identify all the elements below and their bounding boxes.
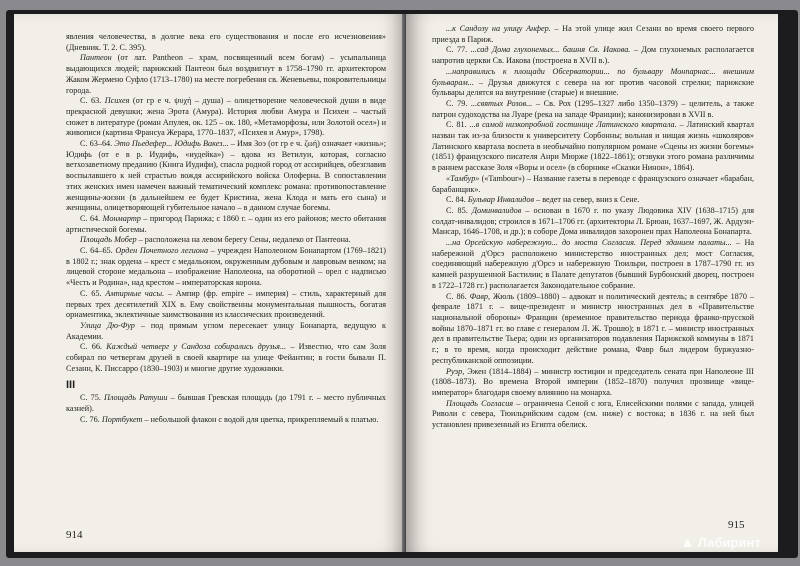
note-text: – под прямым углом пересекает улицу Бонапарта, ведущую к Академии.	[66, 320, 386, 341]
note-term: Орден Почетного легиона	[115, 246, 209, 256]
note-paragraph	[66, 342, 386, 374]
note-term: ...сад Дома глухонемых... башня Св. Иакова.	[470, 45, 631, 55]
note-text: явления человечества, в долгие века его существования и после его исчезновения» (Дневник. Т. 2. С. 395).	[66, 32, 386, 52]
note-text: С. 65.	[80, 288, 106, 298]
note-paragraph	[432, 174, 754, 195]
note-term: Пантеон	[80, 53, 112, 63]
note-text: Эжен (1814–1884) – министр юстиции и председатель сената при Наполеоне III (1808–1873). Во времена Второй империи (1852–1870) получил прозвище «вице-император» благодаря своему влиянию на монарха.	[432, 366, 754, 397]
note-paragraph	[66, 321, 386, 342]
note-term: Монмартр	[102, 213, 141, 223]
right-page-text	[432, 24, 754, 431]
section-heading: III	[66, 378, 76, 391]
note-term: ...в самой низкопробной гостинице Латинского квартала.	[469, 120, 677, 130]
note-term: Доминвалидов	[471, 205, 522, 215]
note-text: – Имя Зоэ (от гр е ч. ζωή) означает «жизнь»; Юдифь (от е в р. Иудифь, «иудейка») – вдова из Ветилуи, которая, согласно ветхозаветному преданию (Книга Иудифи), спасла родной город от ассирийцев, обезглавив воспылавшего к ней страстью вождя ассирийского войска Олоферна. В сопоставлении этих женских имен намечен важный тематический комплекс романа: противопоставление женщины-жизни (в дальнейшем ее будет Кристина, жена Клода и мать его сына) и женщины, олицетворяющей губительное начало – в данном случае богемы.	[66, 139, 387, 213]
note-text: С. 64.	[80, 213, 103, 223]
note-term: Это Пьедефер... Юдифь Вакез...	[114, 139, 229, 149]
left-page-number: 914	[66, 529, 83, 541]
note-paragraph	[66, 139, 386, 214]
note-text: – На набережной д'Орсэ расположено министерство иностранных дел; мост Согласия, соединяющий набережную д'Орсэ и набережную Тюильри, построен в 1787–1790 гг. из камней разрушенной Бастилии; в Палате депутатов (бывший Бурбонский дворец, построен в 1722–1728 гг.) располагается Законодательное собрание.	[432, 238, 754, 290]
note-text: – Латинский квартал назван так из-за близости к университету Сорбонны; вольная и нищая жизнь «школяров» Латинского квартала воспета в необычайно популярном романе «Сцены из жизни богемы» (1851) французского писателя Анри Мюрже (1822–1861); отзвуки этого романа различимы в раннем рассказе Золя «Воры и осел» (в сборнике «Сказки Нинон», 1864).	[432, 120, 754, 173]
note-paragraph	[432, 367, 754, 399]
right-page-number: 915	[728, 519, 745, 531]
note-text: – Дом глухонемых располагается напротив церкви Св. Иакова (построена в XVII в.).	[432, 45, 754, 66]
note-paragraph	[66, 235, 386, 246]
note-text: (от лат. Pantheon – храм, посвященный всем богам) – усыпальница выдающихся людей; парижский Пантеон был воздвигнут в 1758–1790 гг. архитектором Жаком Жермено Суфло (1713–1780) на месте погребения св. Женевьевы, покровительницы города.	[66, 53, 386, 95]
note-text: Жюль (1809–1880) – адвокат и политический деятель; в сентябре 1870 – феврале 1871 г. – вице-президент и министр иностранных дел в «Правительстве национальной обороны» Франции (временное правительство периода франко-прусской войны 1870–1871 гг. во главе с генералом Л. Ж. Трошю); в 1871 г. – министр иностранных дел в правительстве Тьера; один из организаторов подавления Парижской коммуны в 1871 г.; в то время, когда происходит действие романа, Фавр был лидером буржуазно-республиканской оппозиции.	[432, 291, 755, 365]
note-text: С. 77.	[446, 45, 471, 55]
note-term: Фавр,	[469, 291, 491, 301]
note-term: Ампирные часы.	[105, 288, 165, 298]
note-paragraph	[432, 206, 754, 238]
note-term: Площадь Мобер	[80, 235, 137, 245]
note-text: С. 66.	[80, 342, 107, 352]
note-text: С. 86.	[446, 291, 470, 301]
note-paragraph	[432, 195, 754, 206]
note-text: – небольшой флакон с водой для цветка, прикрепляемый к платью.	[142, 414, 379, 424]
left-page-text	[66, 32, 386, 425]
note-term: Площадь Ратуши	[103, 393, 168, 403]
note-paragraph	[66, 32, 386, 53]
note-text: – основан в 1670 г. по указу Людовика XIV (1638–1715) для солдат-инвалидов; строился в 1671–1706 гг. (архитекторы Л. Брюан, 1637–1697, Ж. Ардуэн-Мансар, 1646–1708, и др.); в соборе Дома инвалидов захоронен прах Наполеона Бонапарта.	[432, 205, 754, 237]
note-text: – Друзья движутся с севера на юг против часовой стрелки; парижские бульвары делятся на внутренние (старые) и внешние.	[432, 77, 754, 98]
note-text: С. 81.	[446, 120, 470, 130]
note-text: – Ампир (фр. empire – империя) – стиль, характерный для первых трех десятилетий XIX в. Ему свойственны монументальная пышность, богатая орнаментика, эклектичные заимствования из классических произведений.	[66, 288, 387, 320]
labirint-watermark-logo	[680, 530, 780, 554]
note-term: ...направились к площади Обсерватории... по бульвару Монпарнас... внешним бульварам...	[432, 66, 754, 87]
note-paragraph	[432, 292, 754, 367]
note-term: Площадь Согласия	[446, 398, 514, 408]
note-text: – учрежден Наполеоном Бонапартом (1769–1821) в 1802 г.; знак ордена – крест с медальоном, окруженным дубовым и лавровым венком; на лицевой стороне медальона – изображение Наполеона, на оборотной – орел с надписью «Честь и Родина», над крестом – императорская корона.	[66, 246, 386, 288]
note-text: – пригород Парижа; с 1860 г. – один из его районов; место обитания артистической богемы.	[66, 213, 386, 234]
watermark-text: Лабиринт	[697, 534, 761, 550]
note-paragraph	[66, 53, 386, 96]
note-paragraph	[432, 24, 754, 45]
note-text: («Tambour») – Название газеты в переводе с французского означает «барабан, барабанщик».	[432, 173, 754, 194]
note-term: ...святых Розов...	[471, 98, 533, 108]
note-term: Улица Дю-Фур	[80, 320, 135, 330]
labirint-logo-icon: ▲	[680, 533, 695, 551]
note-text: – На этой улице жил Сезанн во время своего первого приезда в Париж.	[432, 24, 755, 44]
note-text: С. 79.	[446, 98, 471, 108]
note-paragraph	[66, 96, 386, 139]
note-text: – ведет на север, вниз к Сене.	[534, 195, 640, 205]
note-text: С. 63–64.	[80, 139, 115, 149]
note-term: Руэр,	[446, 366, 465, 376]
note-text: (от гр е ч. ψυχή – душа) – олицетворение человеческой души в виде прекрасной девушки; жена Эрота (Амура). История любви Амура и Психеи – частый сюжет в литературе (роман Апулея, ок. 125 – ок. 180, «Метаморфозы, или Золотой осел») и живописи (картина Франсуа Жерара, 1770–1837, «Психея и Амур», 1798).	[66, 96, 386, 138]
note-term: «Тамбур»	[446, 173, 480, 183]
note-text: С. 64–65.	[80, 246, 116, 256]
note-text: – бывшая Гревская площадь (до 1791 г. – место публичных казней).	[66, 393, 386, 413]
note-paragraph	[432, 67, 754, 99]
note-paragraph	[66, 289, 386, 321]
note-text: С. 84.	[446, 195, 468, 205]
note-term: Портбукет	[101, 414, 143, 424]
note-paragraph	[432, 238, 754, 292]
note-term: ...на Орсейскую набережную... до моста Согласия. Перед зданием палаты...	[446, 238, 732, 248]
note-paragraph	[66, 214, 386, 235]
note-text: – Св. Рох (1295–1327 либо 1350–1379) – целитель, а также патрон судоходства на Луаре (река на западе Франции); канонизирован в XVII в.	[432, 98, 754, 119]
note-text: С. 85.	[446, 205, 472, 215]
note-term: Психея	[104, 96, 130, 106]
note-paragraph	[66, 246, 386, 289]
left-page	[14, 14, 406, 552]
note-paragraph	[66, 415, 386, 426]
note-paragraph	[432, 45, 754, 66]
right-page	[406, 14, 778, 552]
note-text: С. 63.	[80, 96, 105, 106]
note-term: Бульвар Инвалидов	[467, 195, 535, 205]
note-term: ...к Сандозу на улицу Анфер.	[446, 24, 551, 33]
note-text: С. 75.	[80, 393, 104, 403]
note-text: – расположена на левом берегу Сены, недалеко от Пантеона.	[136, 235, 351, 245]
note-text: С. 76.	[80, 414, 102, 424]
note-text: – Известно, что сам Золя собирал по четвергам друзей в своей квартире на улице Фейантин; в гости бывали П. Сезанн, К. Писсарро (1830–1903) и многие другие художники.	[66, 342, 386, 373]
note-paragraph	[66, 393, 386, 414]
note-paragraph	[432, 120, 754, 174]
note-paragraph	[432, 99, 754, 120]
note-term: Каждый четверг у Сандоза собирались друзья...	[106, 342, 287, 352]
note-paragraph	[432, 399, 754, 431]
note-text: – ограничена Сеной с юга, Елисейскими полями с запада, улицей Риволи с севера, Тюильрийским садом (см. ниже) с востока; в 1836 г. на ней был установлен привезенный из Египта обелиск.	[432, 398, 754, 430]
